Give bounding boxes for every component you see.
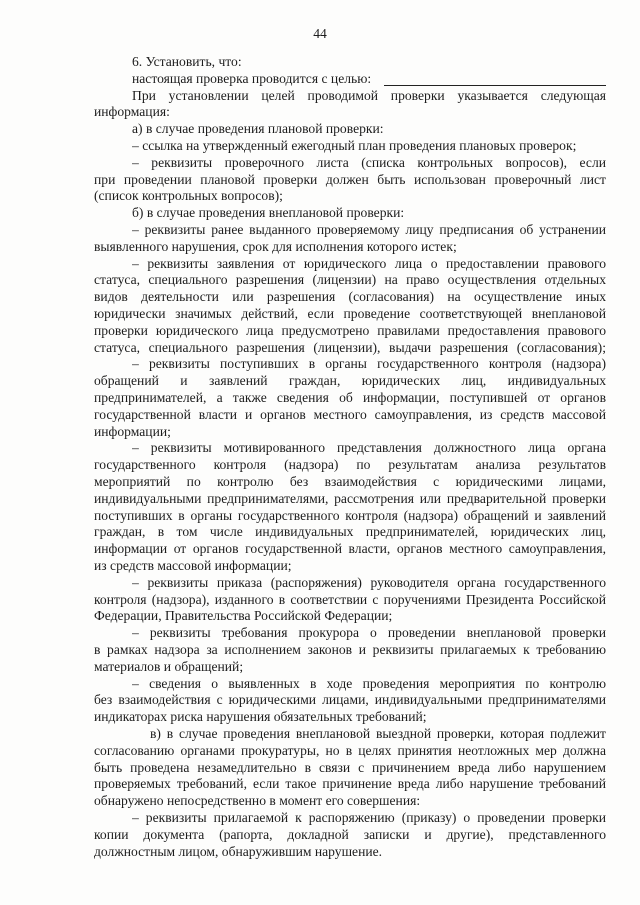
text-line: материалов и обращений; (94, 658, 244, 674)
text-line: согласованию органами прокуратуры, но в целях принятия неотложных мер должна (94, 742, 606, 758)
text-line: юридически значимых действий, если проведение соответствующей внеплановой (94, 306, 606, 321)
text-line: индикаторах риска нарушения обязательных требований; (94, 709, 427, 725)
text-line: статуса, специального разрешения (лицензии), выдачи разрешения (согласования); (94, 339, 606, 355)
text-line: обнаружено непосредственно в момент его совершения: (94, 793, 421, 809)
text-line: – ссылка на утвержденный ежегодный план проведения плановых проверок; (132, 138, 577, 153)
text-line: выявленного нарушения, срок для исполнения которого истек; (94, 238, 457, 254)
text-line: в рамках надзора за исполнением законов и реквизиты прилагаемых к требованию (94, 642, 606, 657)
text-line: из средств массовой информации; (94, 558, 292, 573)
text-line: должностным лицом, обнаружившим нарушение. (94, 843, 383, 859)
text-line: статуса, специального разрешения (лицензии) на право осуществления отдельных (94, 272, 606, 288)
text-line: мероприятий по контролю без взаимодействия с юридическими лицами, (94, 474, 606, 489)
text-line: государственного контроля (надзора) по результатам анализа результатов (94, 457, 606, 473)
text-line: без взаимодействия с юридическими лицами, индивидуальными предпринимателями (94, 692, 606, 708)
text-line: индивидуальными предпринимателями, рассмотрения или предварительной проверки (94, 490, 606, 506)
page-number: 44 (313, 26, 327, 41)
text-line: – реквизиты проверочного листа (списка контрольных вопросов), если (132, 154, 606, 170)
purpose-blank-line (384, 85, 606, 86)
text-line: обращений и заявлений граждан, юридических лиц, индивидуальных (94, 373, 606, 389)
text-line: 6. Установить, что: (132, 54, 242, 69)
text-line: контроля (надзора), изданного в соответствии с поручениями Президента Российской (94, 591, 606, 607)
text-line: – реквизиты заявления от юридического лица о предоставлении правового (132, 255, 606, 271)
text-line: – реквизиты прилагаемой к распоряжению (приказу) о проведении проверки (132, 810, 606, 825)
text-line: информации; (94, 423, 171, 439)
text-line: видов деятельности или разрешения (согласования) на осуществление иных (94, 289, 606, 305)
text-line: – реквизиты приказа (распоряжения) руководителя органа государственного (132, 574, 606, 590)
text-line: поступивших в органы государственного контроля (надзора) обращений и заявлений (94, 507, 606, 523)
text-line: в) в случае проведения внеплановой выездной проверки, которая подлежит (150, 726, 606, 741)
text-line: – реквизиты ранее выданного проверяемому лицу предписания об устранении (132, 222, 606, 237)
text-line: (список контрольных вопросов); (94, 188, 283, 204)
text-line: – реквизиты поступивших в органы государственного контроля (надзора) (132, 356, 606, 372)
text-line: настоящая проверка проводится с целью: (132, 70, 372, 86)
text-line: проверки юридического лица предусмотрено правилами предоставления правового (94, 322, 606, 338)
text-line: информация: (94, 104, 170, 120)
text-line: б) в случае проведения внеплановой проверки: (132, 205, 405, 221)
text-line: – сведения о выявленных в ходе проведения мероприятия по контролю (132, 675, 606, 691)
text-line: граждан, в том числе индивидуальных предпринимателей, юридических лиц, (94, 524, 606, 540)
text-line: информации от органов государственной власти, органов местного самоуправления, (94, 541, 606, 557)
text-line: предпринимателей, а также сведения об информации, поступившей от органов (94, 390, 606, 405)
text-line: – реквизиты требования прокурора о проведении внеплановой проверки (132, 625, 606, 641)
text-line: При установлении целей проводимой проверки указывается следующая (132, 87, 606, 103)
text-line: Федерации, Правительства Российской Федерации; (94, 608, 393, 624)
text-line: быть проведена незамедлительно в связи с причинением вреда либо нарушением (94, 759, 606, 775)
text-line: – реквизиты мотивированного представления должностного лица органа (132, 440, 606, 456)
text-line: при проведении плановой проверки должен быть использован проверочный лист (94, 171, 606, 187)
text-line: проверяемых требований, если такое причинение вреда либо нарушение требований (94, 776, 606, 792)
text-line: государственной власти и органов местного самоуправления, из средств массовой (94, 406, 606, 422)
text-line: копии документа (рапорта, докладной записки и другие), представленного (94, 826, 606, 842)
text-line: а) в случае проведения плановой проверки: (132, 121, 384, 137)
